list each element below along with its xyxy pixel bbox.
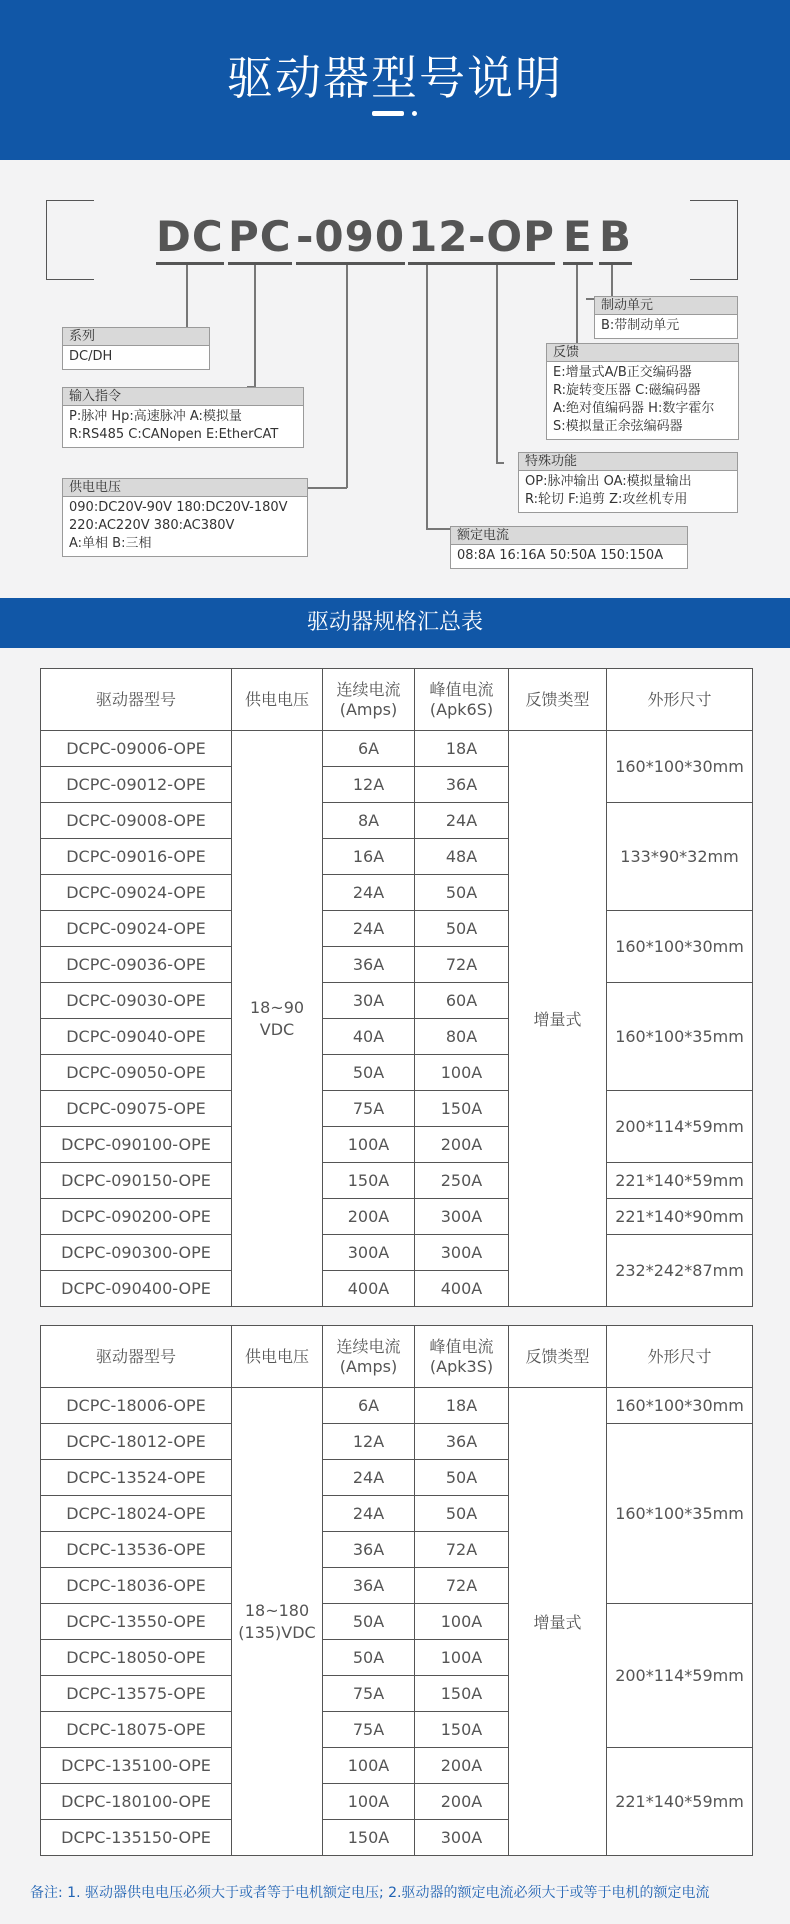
model-cell: DCPC-18036-OPE: [41, 1568, 232, 1604]
continuous-current-cell: 75A: [323, 1676, 415, 1712]
column-header: 反馈类型: [509, 1326, 607, 1388]
peak-current-cell: 24A: [415, 803, 509, 839]
table-row: [41, 1604, 753, 1640]
legend-title: 制动单元: [595, 297, 737, 315]
connector: [308, 487, 347, 489]
continuous-current-cell: 36A: [323, 947, 415, 983]
legend-line: P:脉冲 Hp:高速脉冲 A:模拟量: [69, 409, 242, 424]
spec-table-180v: [40, 1325, 753, 1856]
peak-current-cell: 100A: [415, 1055, 509, 1091]
column-header: 驱动器型号: [41, 1326, 232, 1388]
connector: [254, 265, 256, 387]
table-row: [41, 1199, 753, 1235]
legend-title: 特殊功能: [519, 453, 737, 471]
model-cell: DCPC-18050-OPE: [41, 1640, 232, 1676]
legend-line: 08:8A 16:16A 50:50A 150:150A: [457, 548, 664, 563]
voltage-cell: 18~90 VDC: [232, 731, 323, 1307]
model-cell: DCPC-09024-OPE: [41, 875, 232, 911]
legend-special: [518, 452, 738, 513]
continuous-current-cell: 75A: [323, 1091, 415, 1127]
size-cell: 221*140*59mm: [607, 1748, 753, 1856]
model-cell: DCPC-13524-OPE: [41, 1460, 232, 1496]
size-cell: 160*100*35mm: [607, 983, 753, 1091]
peak-current-cell: 50A: [415, 875, 509, 911]
peak-current-cell: 50A: [415, 1460, 509, 1496]
column-header: 连续电流 (Amps): [323, 669, 415, 731]
legend-line: OP:脉冲输出 OA:模拟量输出: [525, 474, 692, 489]
legend-line: DC/DH: [69, 349, 113, 364]
continuous-current-cell: 50A: [323, 1055, 415, 1091]
peak-current-cell: 400A: [415, 1271, 509, 1307]
continuous-current-cell: 24A: [323, 911, 415, 947]
size-cell: 200*114*59mm: [607, 1604, 753, 1748]
model-cell: DCPC-090300-OPE: [41, 1235, 232, 1271]
legend-title: 系列: [63, 328, 209, 346]
size-cell: 160*100*35mm: [607, 1424, 753, 1604]
size-cell: 221*140*90mm: [607, 1199, 753, 1235]
model-cell: DCPC-09075-OPE: [41, 1091, 232, 1127]
connector: [496, 265, 498, 463]
column-header: 连续电流 (Amps): [323, 1326, 415, 1388]
peak-current-cell: 300A: [415, 1235, 509, 1271]
model-cell: DCPC-090150-OPE: [41, 1163, 232, 1199]
model-seg-current: 12: [408, 212, 468, 265]
peak-current-cell: 18A: [415, 1388, 509, 1424]
model-seg-input: PC: [228, 212, 292, 265]
size-cell: 133*90*32mm: [607, 803, 753, 911]
size-cell: 160*100*30mm: [607, 731, 753, 803]
table-row: [41, 803, 753, 839]
model-seg-voltage: -090: [296, 212, 405, 265]
feedback-cell: 增量式: [509, 731, 607, 1307]
peak-current-cell: 150A: [415, 1676, 509, 1712]
table-row: [41, 1091, 753, 1127]
continuous-current-cell: 6A: [323, 1388, 415, 1424]
table-row: [41, 1163, 753, 1199]
model-cell: DCPC-09050-OPE: [41, 1055, 232, 1091]
legend-line: 090:DC20V-90V 180:DC20V-180V: [69, 500, 288, 515]
model-cell: DCPC-090200-OPE: [41, 1199, 232, 1235]
continuous-current-cell: 150A: [323, 1163, 415, 1199]
peak-current-cell: 200A: [415, 1127, 509, 1163]
section-band: 驱动器规格汇总表: [0, 598, 790, 648]
column-header: 峰值电流 (Apk3S): [415, 1326, 509, 1388]
continuous-current-cell: 200A: [323, 1199, 415, 1235]
size-cell: 200*114*59mm: [607, 1091, 753, 1163]
connector: [186, 265, 188, 327]
legend-voltage: [62, 478, 308, 557]
model-cell: DCPC-180100-OPE: [41, 1784, 232, 1820]
feedback-cell: 增量式: [509, 1388, 607, 1856]
legend-title: 反馈: [547, 344, 738, 362]
column-header: 供电电压: [232, 1326, 323, 1388]
peak-current-cell: 72A: [415, 1532, 509, 1568]
continuous-current-cell: 6A: [323, 731, 415, 767]
table-row: [41, 983, 753, 1019]
table-row: [41, 1748, 753, 1784]
connector: [496, 462, 504, 464]
continuous-current-cell: 30A: [323, 983, 415, 1019]
model-seg-series: DC: [156, 212, 224, 265]
peak-current-cell: 18A: [415, 731, 509, 767]
model-cell: DCPC-18006-OPE: [41, 1388, 232, 1424]
model-cell: DCPC-13536-OPE: [41, 1532, 232, 1568]
model-cell: DCPC-18075-OPE: [41, 1712, 232, 1748]
peak-current-cell: 150A: [415, 1091, 509, 1127]
right-bracket: [690, 200, 738, 280]
table-row: [41, 1235, 753, 1271]
connector: [346, 265, 348, 488]
peak-current-cell: 50A: [415, 1496, 509, 1532]
size-cell: 160*100*30mm: [607, 1388, 753, 1424]
header-banner: [0, 0, 790, 160]
model-seg-brake: B: [599, 212, 632, 265]
legend-current: [450, 526, 688, 569]
model-cell: DCPC-09016-OPE: [41, 839, 232, 875]
legend-line: R:轮切 F:追剪 Z:攻丝机专用: [525, 492, 688, 507]
left-bracket: [46, 200, 94, 280]
peak-current-cell: 200A: [415, 1784, 509, 1820]
spec-table-90v: [40, 668, 753, 1307]
model-cell: DCPC-09012-OPE: [41, 767, 232, 803]
connector: [576, 265, 578, 345]
legend-line: R:RS485 C:CANopen E:EtherCAT: [69, 427, 279, 442]
legend-series: [62, 327, 210, 370]
continuous-current-cell: 24A: [323, 875, 415, 911]
voltage-cell: 18~180 (135)VDC: [232, 1388, 323, 1856]
peak-current-cell: 72A: [415, 947, 509, 983]
legend-title: 供电电压: [63, 479, 307, 497]
size-cell: 232*242*87mm: [607, 1235, 753, 1307]
continuous-current-cell: 36A: [323, 1532, 415, 1568]
peak-current-cell: 36A: [415, 1424, 509, 1460]
peak-current-cell: 300A: [415, 1820, 509, 1856]
continuous-current-cell: 400A: [323, 1271, 415, 1307]
table-row: [41, 731, 753, 767]
model-cell: DCPC-18012-OPE: [41, 1424, 232, 1460]
peak-current-cell: 100A: [415, 1640, 509, 1676]
column-header: 供电电压: [232, 669, 323, 731]
legend-input: [62, 387, 304, 448]
peak-current-cell: 36A: [415, 767, 509, 803]
legend-line: B:带制动单元: [601, 318, 680, 333]
title-dash-decoration: [372, 111, 404, 116]
continuous-current-cell: 8A: [323, 803, 415, 839]
column-header: 外形尺寸: [607, 1326, 753, 1388]
connector: [611, 265, 613, 299]
model-cell: DCPC-09040-OPE: [41, 1019, 232, 1055]
footnote: 备注: 1. 驱动器供电电压必须大于或者等于电机额定电压; 2.驱动器的额定电流必须大于或等于电机的额定电流: [30, 1885, 710, 1901]
peak-current-cell: 72A: [415, 1568, 509, 1604]
column-header: 驱动器型号: [41, 669, 232, 731]
model-cell: DCPC-13575-OPE: [41, 1676, 232, 1712]
legend-line: S:模拟量正余弦编码器: [553, 419, 683, 434]
model-cell: DCPC-09036-OPE: [41, 947, 232, 983]
legend-title: 输入指令: [63, 388, 303, 406]
model-cell: DCPC-135150-OPE: [41, 1820, 232, 1856]
peak-current-cell: 250A: [415, 1163, 509, 1199]
size-cell: 160*100*30mm: [607, 911, 753, 983]
continuous-current-cell: 16A: [323, 839, 415, 875]
legend-line: 220:AC220V 380:AC380V: [69, 518, 235, 533]
peak-current-cell: 50A: [415, 911, 509, 947]
model-cell: DCPC-090400-OPE: [41, 1271, 232, 1307]
continuous-current-cell: 24A: [323, 1496, 415, 1532]
model-cell: DCPC-09030-OPE: [41, 983, 232, 1019]
peak-current-cell: 60A: [415, 983, 509, 1019]
model-cell: DCPC-090100-OPE: [41, 1127, 232, 1163]
model-seg-special: -OP: [468, 212, 555, 265]
continuous-current-cell: 36A: [323, 1568, 415, 1604]
legend-brake: [594, 296, 738, 339]
size-cell: 221*140*59mm: [607, 1163, 753, 1199]
table-row: [41, 1424, 753, 1460]
column-header: 外形尺寸: [607, 669, 753, 731]
legend-title: 额定电流: [451, 527, 687, 545]
page-title: 驱动器型号说明: [227, 51, 563, 105]
peak-current-cell: 300A: [415, 1199, 509, 1235]
title-dot-decoration: [412, 111, 417, 116]
continuous-current-cell: 24A: [323, 1460, 415, 1496]
model-cell: DCPC-09024-OPE: [41, 911, 232, 947]
table-row: [41, 911, 753, 947]
continuous-current-cell: 12A: [323, 1424, 415, 1460]
continuous-current-cell: 50A: [323, 1604, 415, 1640]
model-cell: DCPC-13550-OPE: [41, 1604, 232, 1640]
model-seg-feedback: E: [563, 212, 593, 265]
column-header: 反馈类型: [509, 669, 607, 731]
continuous-current-cell: 100A: [323, 1127, 415, 1163]
connector: [426, 265, 428, 529]
legend-feedback: [546, 343, 739, 440]
continuous-current-cell: 50A: [323, 1640, 415, 1676]
model-cell: DCPC-09008-OPE: [41, 803, 232, 839]
continuous-current-cell: 40A: [323, 1019, 415, 1055]
legend-line: E:增量式A/B正交编码器: [553, 365, 692, 380]
peak-current-cell: 200A: [415, 1748, 509, 1784]
peak-current-cell: 100A: [415, 1604, 509, 1640]
connector: [426, 528, 450, 530]
continuous-current-cell: 100A: [323, 1748, 415, 1784]
column-header: 峰值电流 (Apk6S): [415, 669, 509, 731]
continuous-current-cell: 100A: [323, 1784, 415, 1820]
continuous-current-cell: 150A: [323, 1820, 415, 1856]
peak-current-cell: 48A: [415, 839, 509, 875]
legend-line: A:绝对值编码器 H:数字霍尔: [553, 401, 715, 416]
continuous-current-cell: 75A: [323, 1712, 415, 1748]
peak-current-cell: 80A: [415, 1019, 509, 1055]
peak-current-cell: 150A: [415, 1712, 509, 1748]
table-row: [41, 1388, 753, 1424]
continuous-current-cell: 12A: [323, 767, 415, 803]
model-cell: DCPC-135100-OPE: [41, 1748, 232, 1784]
legend-line: A:单相 B:三相: [69, 536, 152, 551]
model-cell: DCPC-18024-OPE: [41, 1496, 232, 1532]
model-cell: DCPC-09006-OPE: [41, 731, 232, 767]
continuous-current-cell: 300A: [323, 1235, 415, 1271]
legend-line: R:旋转变压器 C:磁编码器: [553, 383, 701, 398]
